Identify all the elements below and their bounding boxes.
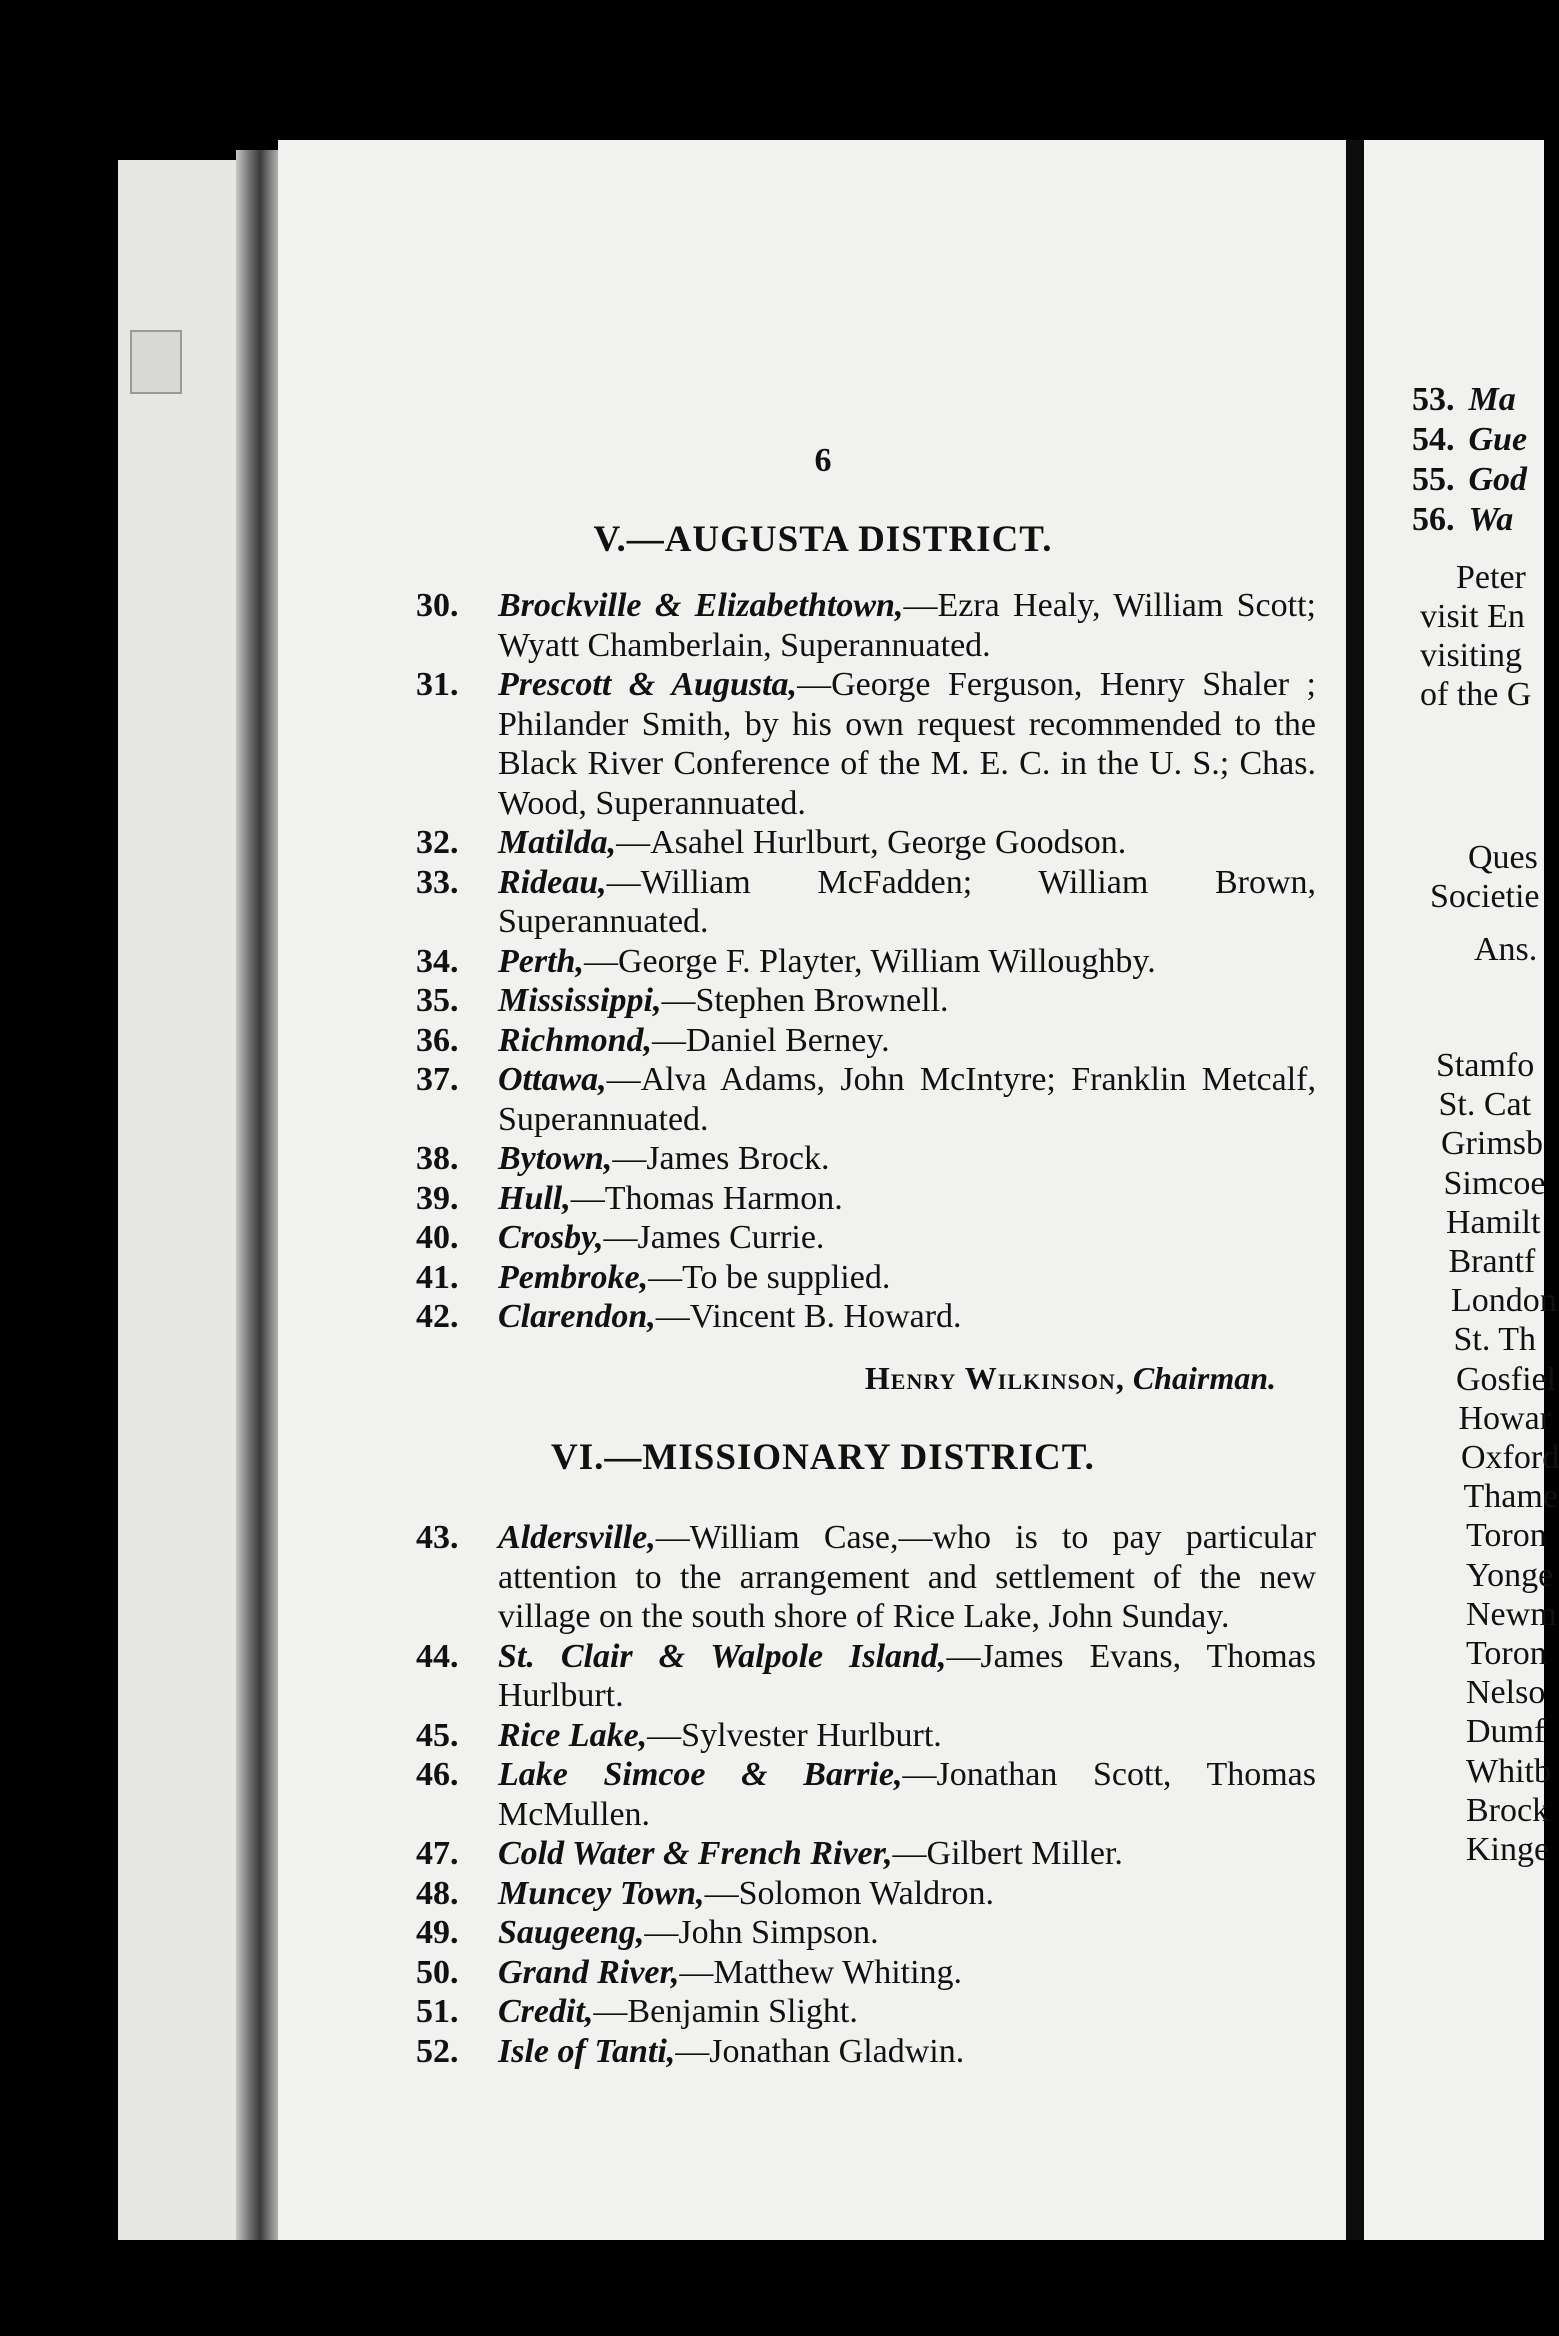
page-tab-mark <box>130 330 182 394</box>
entry-place: Aldersville, <box>498 1519 656 1556</box>
entry-text: —Jonathan Gladwin. <box>675 2032 965 2070</box>
entry-place: Lake Simcoe & Barrie, <box>498 1756 903 1793</box>
entry-text: —Gilbert Miller. <box>892 1835 1123 1872</box>
entry <box>416 1258 1316 1298</box>
entry-number: 51. <box>416 1993 459 2030</box>
entry-place: Hull, <box>498 1179 571 1217</box>
book-gutter <box>1346 140 1364 2240</box>
entry-number: 42. <box>416 1298 459 1335</box>
entry-text: —Benjamin Slight. <box>593 1993 858 2030</box>
chairman-name: Henry Wilkinson, <box>864 1360 1125 1396</box>
entry-text: —Asahel Hurlburt, George Goodson. <box>616 824 1127 861</box>
right-entry-number: 53. <box>1412 381 1455 418</box>
entry-number: 37. <box>416 1061 459 1098</box>
entry-text: —Solomon Waldron. <box>704 1874 994 1912</box>
entry-place: Cold Water & French River, <box>498 1835 893 1872</box>
entry-text: —Ezra Healy, William Scott; Wyatt Chamberlain, Superannuated. <box>498 587 1316 664</box>
entry <box>416 1716 1316 1756</box>
right-place-line: Toron <box>1466 1635 1547 1672</box>
entry-number: 46. <box>416 1756 459 1793</box>
right-page-fragment <box>1364 140 1559 2240</box>
augusta-district-entries <box>416 586 1316 1337</box>
right-place-line: Gosfiel <box>1456 1360 1557 1398</box>
entry <box>416 1953 1316 1993</box>
entry-text: —John Simpson. <box>644 1914 879 1951</box>
entry-number: 52. <box>416 2032 459 2070</box>
entry <box>416 1755 1316 1834</box>
right-place-line: Toron <box>1466 1517 1547 1555</box>
entry-text: —Thomas Harmon. <box>570 1179 843 1217</box>
right-entry-place: Ma <box>1468 381 1516 418</box>
entry-place: Grand River, <box>498 1953 680 1991</box>
right-paragraph-line: Peter <box>1456 559 1526 596</box>
entry-place: Muncey Town, <box>498 1874 705 1912</box>
entry-text: —Vincent B. Howard. <box>655 1298 962 1335</box>
entry <box>416 1021 1316 1061</box>
right-place-line: Newm <box>1466 1595 1557 1633</box>
right-place-line: Grimsb <box>1441 1125 1543 1163</box>
right-page-entry <box>1412 460 1527 499</box>
entry <box>416 1518 1316 1637</box>
entry-number: 49. <box>416 1914 459 1951</box>
right-place-line: St. Th <box>1453 1321 1537 1359</box>
entry-number: 32. <box>416 824 459 861</box>
entry-number: 48. <box>416 1874 459 1912</box>
entry-place: Prescott & Augusta, <box>498 666 798 703</box>
right-question-line: Ques <box>1468 839 1538 876</box>
entry-text: —James Evans, Thomas Hurlburt. <box>498 1637 1317 1714</box>
right-place-line: Dumf <box>1466 1713 1546 1751</box>
entry-text: —Daniel Berney. <box>651 1021 890 1059</box>
entry-number: 40. <box>416 1219 459 1256</box>
entry <box>416 1179 1316 1219</box>
entry-text: —William Case,—who is to pay particular attention to the arrangement and settlement of the new village on the south shore of Rice Lake, John Sunday. <box>498 1519 1316 1635</box>
entry-text: —George Ferguson, Henry Shaler ; Philander Smith, by his own request recommended to the Black River Conference of the M. E. C. in the U. S.; Chas. Wood, Superannuated. <box>498 666 1316 822</box>
right-place-line: Kinge <box>1466 1831 1550 1868</box>
right-place-line: Nelso <box>1466 1674 1546 1712</box>
entry-text: —To be supplied. <box>648 1258 891 1296</box>
entry-text: —Alva Adams, John McIntyre; Franklin Metcalf, Superannuated. <box>498 1061 1316 1138</box>
entry <box>416 823 1316 863</box>
entry <box>416 1139 1316 1179</box>
right-place-line: St. Cat <box>1438 1086 1532 1124</box>
entry-number: 47. <box>416 1835 459 1872</box>
right-entry-number: 56. <box>1412 501 1455 538</box>
entry <box>416 1060 1316 1139</box>
entry-text: —James Currie. <box>603 1219 825 1256</box>
entry-place: Rideau, <box>498 863 607 901</box>
right-place-line: Stamfo <box>1436 1047 1535 1084</box>
entry <box>416 863 1316 942</box>
entry-place: Brockville & Elizabethtown, <box>498 587 904 624</box>
right-paragraph-line: visiting <box>1420 637 1523 674</box>
right-place-line: Brock <box>1466 1791 1550 1829</box>
missionary-district-entries <box>416 1518 1316 2071</box>
entry-text: —Matthew Whiting. <box>679 1953 963 1991</box>
right-entry-number: 54. <box>1412 421 1455 458</box>
entry <box>416 942 1316 982</box>
entry <box>416 2032 1316 2072</box>
entry-text: —William McFadden; William Brown, Superannuated. <box>498 863 1316 940</box>
right-entry-place: Gue <box>1468 421 1528 458</box>
entry-text: —George F. Playter, William Willoughby. <box>583 942 1156 980</box>
entry-place: Matilda, <box>498 824 617 861</box>
right-answer-label: Ans. <box>1474 931 1538 968</box>
right-entry-place: Wa <box>1468 501 1514 538</box>
right-place-line: Whitb <box>1466 1752 1551 1790</box>
right-page-entry <box>1412 380 1516 419</box>
right-place-line: Oxford <box>1461 1439 1559 1476</box>
entry-number: 39. <box>416 1179 459 1217</box>
right-place-line: London <box>1451 1282 1557 1320</box>
entry <box>416 1218 1316 1258</box>
right-place-line: Simcoe <box>1443 1164 1546 1202</box>
entry-number: 33. <box>416 863 459 901</box>
entry-number: 41. <box>416 1258 459 1296</box>
left-page <box>278 140 1368 2240</box>
entry <box>416 586 1316 665</box>
entry-number: 30. <box>416 587 459 624</box>
right-question-line: Societie <box>1430 878 1540 915</box>
entry-number: 45. <box>416 1716 459 1754</box>
entry-place: Mississippi, <box>498 982 662 1019</box>
entry-place: Perth, <box>498 942 584 980</box>
entry <box>416 1297 1316 1337</box>
entry-number: 50. <box>416 1953 459 1991</box>
entry-place: Bytown, <box>498 1140 613 1177</box>
right-place-line: Thame <box>1463 1478 1558 1516</box>
right-place-line: Yonge <box>1466 1556 1554 1594</box>
entry <box>416 665 1316 823</box>
entry <box>416 1874 1316 1914</box>
entry-place: Isle of Tanti, <box>498 2032 676 2070</box>
entry-number: 31. <box>416 666 459 703</box>
chairman-title: Chairman. <box>1132 1360 1276 1396</box>
right-page-entry <box>1412 420 1527 459</box>
entry-number: 34. <box>416 942 459 980</box>
entry-number: 44. <box>416 1637 459 1675</box>
right-paragraph-line: of the G <box>1420 676 1532 713</box>
entry <box>416 1637 1316 1716</box>
entry-number: 43. <box>416 1519 459 1556</box>
entry-number: 36. <box>416 1021 459 1059</box>
entry-place: Credit, <box>498 1993 594 2030</box>
page-number: 6 <box>814 442 832 479</box>
right-place-line: Brantf <box>1448 1243 1536 1280</box>
entry <box>416 981 1316 1021</box>
entry-place: Clarendon, <box>498 1298 656 1335</box>
right-entry-number: 55. <box>1412 461 1455 498</box>
underlying-page-strip <box>118 160 242 2240</box>
page-binding-edge <box>236 150 284 2240</box>
entry-text: —Sylvester Hurlburt. <box>647 1716 942 1754</box>
entry-number: 38. <box>416 1140 459 1177</box>
right-place-line: Hamilt <box>1446 1203 1541 1241</box>
entry-place: Saugeeng, <box>498 1914 645 1951</box>
entry-place: Richmond, <box>498 1021 652 1059</box>
missionary-district-heading: VI.—MISSIONARY DISTRICT. <box>551 1437 1095 1478</box>
entry-text: —James Brock. <box>612 1140 830 1177</box>
entry-text: —Stephen Brownell. <box>661 982 949 1019</box>
entry-place: Crosby, <box>498 1219 604 1256</box>
right-entry-place: God <box>1468 461 1528 498</box>
right-place-line: Howar <box>1458 1399 1552 1437</box>
right-paragraph-line: visit En <box>1420 598 1525 635</box>
entry-number: 35. <box>416 982 459 1019</box>
chairman-signature <box>416 1360 1316 1397</box>
entry-place: St. Clair & Walpole Island, <box>498 1637 947 1675</box>
entry <box>416 1834 1316 1874</box>
entry-place: Ottawa, <box>498 1061 607 1098</box>
entry-place: Rice Lake, <box>498 1716 648 1754</box>
entry <box>416 1992 1316 2032</box>
right-page-entry <box>1412 500 1513 539</box>
entry-text: —Jonathan Scott, Thomas McMullen. <box>498 1756 1316 1833</box>
augusta-district-heading: V.—AUGUSTA DISTRICT. <box>593 519 1053 560</box>
entry <box>416 1913 1316 1953</box>
entry-place: Pembroke, <box>498 1258 649 1296</box>
